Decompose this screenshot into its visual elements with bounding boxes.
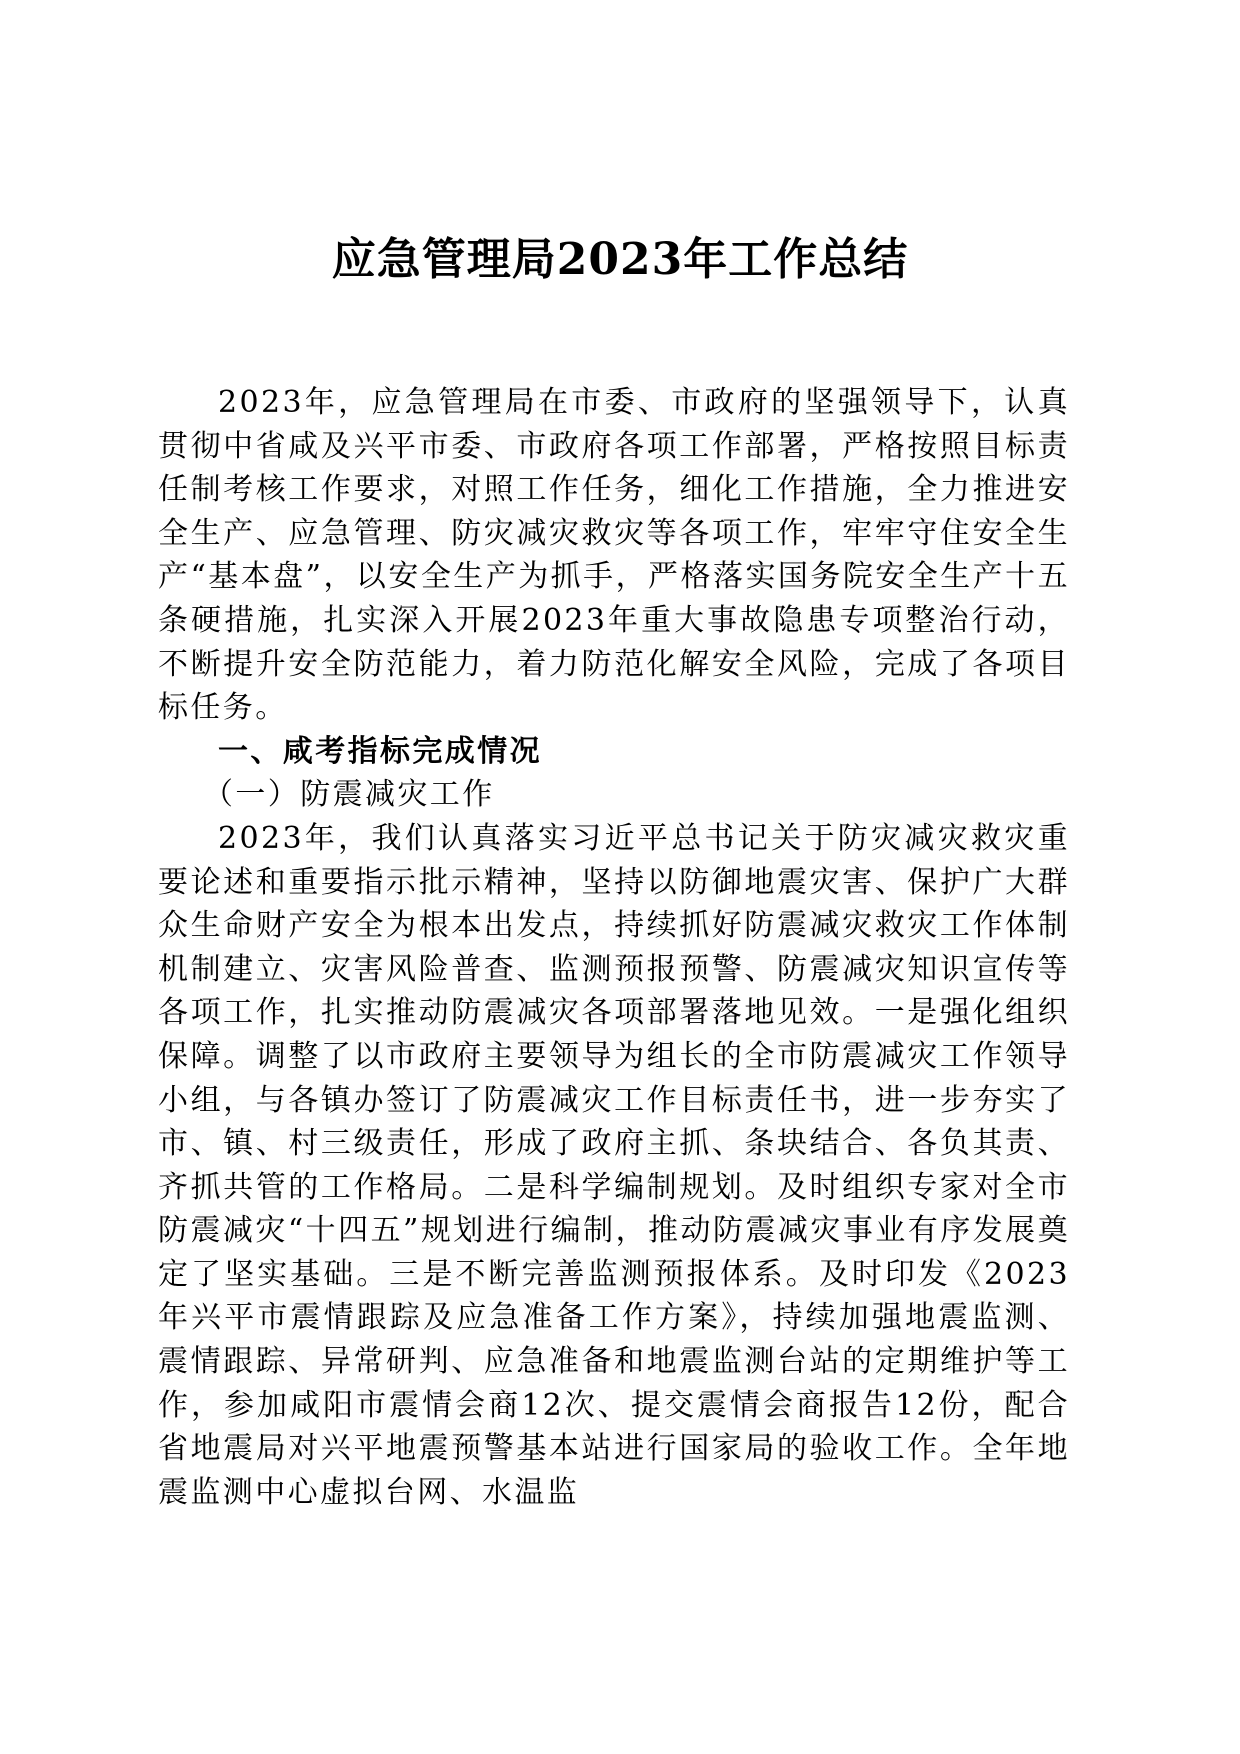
subsection-paragraph: 2023年，我们认真落实习近平总书记关于防灾减灾救灾重要论述和重要指示批示精神，坚持以防御地震灾害、保护广大群众生命财产安全为根本出发点，持续抓好防震减灾救灾工作体制机制建立、灾害风险普查、监测预报预警、防震减灾知识宣传等各项工作，扎实推动防震减灾各项部署落地见效。一是强化组织保障。调整了以市政府主要领导为组长的全市防震减灾工作领导小组，与各镇办签订了防震减灾工作目标责任书，进一步夯实了市、镇、村三级责任，形成了政府主抓、条块结合、各负其责、齐抓共管的工作格局。二是科学编制规划。及时组织专家对全市防震减灾“十四五”规划进行编制，推动防震减灾事业有序发展奠定了坚实基础。三是不断完善监测预报体系。及时印发《2023年兴平市震情跟踪及应急准备工作方案》，持续加强地震监测、震情跟踪、异常研判、应急准备和地震监测台站的定期维护等工作，参加咸阳市震情会商12次、提交震情会商报告12份，配合省地震局对兴平地震预警基本站进行国家局的验收工作。全年地震监测中心虚拟台网、水温监: [158, 820, 1070, 1510]
document-title: 应急管理局2023年工作总结: [331, 234, 909, 285]
intro-paragraph: 2023年，应急管理局在市委、市政府的坚强领导下，认真贯彻中省咸及兴平市委、市政府各项工作部署，严格按照目标责任制考核工作要求，对照工作任务，细化工作措施，全力推进安全生产、应急管理、防灾减灾救灾等各项工作，牢牢守住安全生产“基本盘”，以安全生产为抓手，严格落实国务院安全生产十五条硬措施，扎实深入开展2023年重大事故隐患专项整治行动，不断提升安全防范能力，着力防范化解安全风险，完成了各项目标任务。: [158, 385, 1070, 726]
section-heading: 一、咸考指标完成情况: [218, 733, 542, 769]
subsection-heading: （一）防震减灾工作: [203, 777, 495, 813]
document-body: [158, 381, 1070, 1514]
